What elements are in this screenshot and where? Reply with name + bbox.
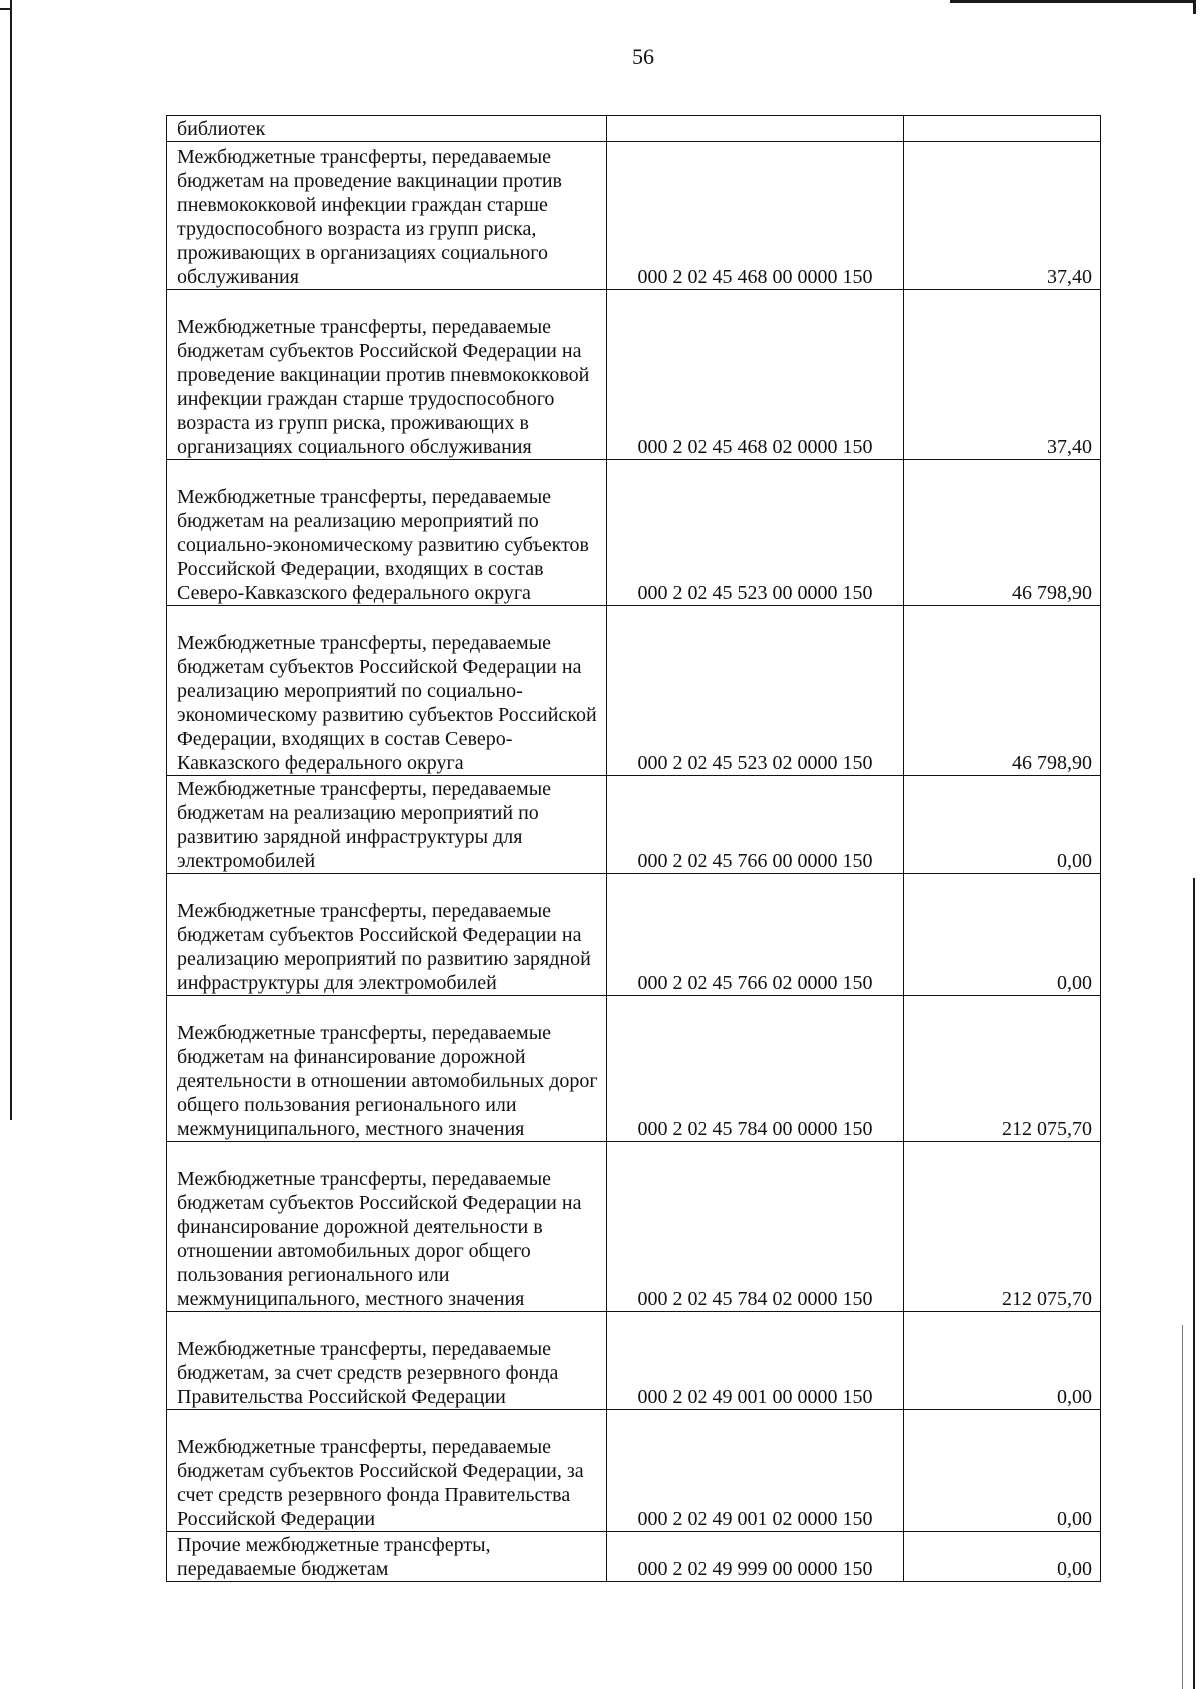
table-row [167, 874, 1101, 996]
row-code: 000 2 02 45 766 02 0000 150 [607, 874, 904, 996]
row-name: Межбюджетные трансферты, передаваемые бюджетам субъектов Российской Федерации на реализацию мероприятий по развитию зарядной инфраструктуры для электромобилей [167, 874, 607, 996]
table-row [167, 290, 1101, 460]
row-code: 000 2 02 45 766 00 0000 150 [607, 776, 904, 874]
table-row [167, 116, 1101, 142]
scan-border-line [1182, 1325, 1183, 1689]
row-amount: 37,40 [904, 142, 1101, 290]
row-code: 000 2 02 49 999 00 0000 150 [607, 1532, 904, 1582]
row-amount: 0,00 [904, 1532, 1101, 1582]
row-name: Межбюджетные трансферты, передаваемые бюджетам субъектов Российской Федерации, за счет средств резервного фонда Правительства Российской Федерации [167, 1410, 607, 1532]
row-code: 000 2 02 45 523 00 0000 150 [607, 460, 904, 606]
row-code: 000 2 02 49 001 00 0000 150 [607, 1312, 904, 1410]
scan-border-line [950, 0, 1195, 3]
table-row [167, 606, 1101, 776]
table-row [167, 142, 1101, 290]
row-name: Межбюджетные трансферты, передаваемые бюджетам субъектов Российской Федерации на финансирование дорожной деятельности в отношении автомобильных дорог общего пользования регионального или межмуниципального, местного значения [167, 1142, 607, 1312]
row-code [607, 116, 904, 142]
table-row [167, 460, 1101, 606]
row-amount: 0,00 [904, 1312, 1101, 1410]
row-name: Межбюджетные трансферты, передаваемые бюджетам, за счет средств резервного фонда Правительства Российской Федерации [167, 1312, 607, 1410]
row-amount: 212 075,70 [904, 996, 1101, 1142]
row-code: 000 2 02 45 468 02 0000 150 [607, 290, 904, 460]
row-name: Межбюджетные трансферты, передаваемые бюджетам на реализацию мероприятий по социально-экономическому развитию субъектов Российской Федерации, входящих в состав Северо-Кавказского федерального округа [167, 460, 607, 606]
table-row [167, 1312, 1101, 1410]
row-amount: 46 798,90 [904, 606, 1101, 776]
scan-border-line [1193, 0, 1196, 14]
table-row [167, 776, 1101, 874]
row-amount: 46 798,90 [904, 460, 1101, 606]
row-name: Прочие межбюджетные трансферты, передаваемые бюджетам [167, 1532, 607, 1582]
row-name: Межбюджетные трансферты, передаваемые бюджетам субъектов Российской Федерации на реализацию мероприятий по социально-экономическому развитию субъектов Российской Федерации, входящих в состав Северо-Кавказского федерального округа [167, 606, 607, 776]
table-row [167, 1532, 1101, 1582]
row-name: библиотек [167, 116, 607, 142]
row-amount: 0,00 [904, 1410, 1101, 1532]
row-amount: 212 075,70 [904, 1142, 1101, 1312]
row-code: 000 2 02 45 784 02 0000 150 [607, 1142, 904, 1312]
table-row [167, 1142, 1101, 1312]
row-name: Межбюджетные трансферты, передаваемые бюджетам на реализацию мероприятий по развитию зарядной инфраструктуры для электромобилей [167, 776, 607, 874]
row-name: Межбюджетные трансферты, передаваемые бюджетам на проведение вакцинации против пневмококковой инфекции граждан старше трудоспособного возраста из групп риска, проживающих в организациях социального обслуживания [167, 142, 607, 290]
row-code: 000 2 02 49 001 02 0000 150 [607, 1410, 904, 1532]
row-amount [904, 116, 1101, 142]
row-amount: 37,40 [904, 290, 1101, 460]
row-amount: 0,00 [904, 776, 1101, 874]
row-code: 000 2 02 45 784 00 0000 150 [607, 996, 904, 1142]
row-name: Межбюджетные трансферты, передаваемые бюджетам субъектов Российской Федерации на проведение вакцинации против пневмококковой инфекции граждан старше трудоспособного возраста из групп риска, проживающих в организациях социального обслуживания [167, 290, 607, 460]
row-code: 000 2 02 45 523 02 0000 150 [607, 606, 904, 776]
table-row [167, 1410, 1101, 1532]
scan-border-line [1193, 878, 1195, 1689]
scan-border-line [10, 0, 12, 1120]
row-name: Межбюджетные трансферты, передаваемые бюджетам на финансирование дорожной деятельности в отношении автомобильных дорог общего пользования регионального или межмуниципального, местного значения [167, 996, 607, 1142]
budget-table [166, 115, 1101, 1582]
row-amount: 0,00 [904, 874, 1101, 996]
row-code: 000 2 02 45 468 00 0000 150 [607, 142, 904, 290]
table-row [167, 996, 1101, 1142]
page-number: 56 [632, 44, 654, 69]
scan-border-line [0, 8, 12, 10]
